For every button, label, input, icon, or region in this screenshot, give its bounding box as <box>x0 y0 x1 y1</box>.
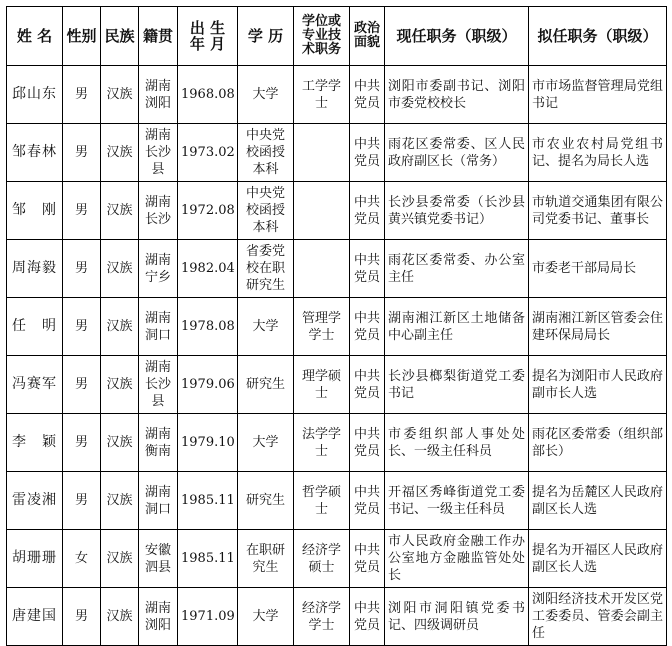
cell-origin: 安徽泗县 <box>139 530 178 588</box>
cell-gender: 男 <box>63 182 101 240</box>
cell-ethnicity: 汉族 <box>101 66 139 124</box>
cell-name: 唐建国 <box>7 588 63 646</box>
table-row <box>7 298 667 356</box>
cell-origin: 湖南宁乡 <box>139 240 178 298</box>
cell-birth: 1979.10 <box>178 414 238 472</box>
cell-current-post: 市委组织部人事处处长、一级主任科员 <box>385 414 529 472</box>
cell-education: 大学 <box>238 414 294 472</box>
cell-origin: 湖南长沙县 <box>139 124 178 182</box>
cell-current-post: 长沙县委常委（长沙县黄兴镇党委书记） <box>385 182 529 240</box>
header-row <box>7 7 667 66</box>
cell-name: 胡珊珊 <box>7 530 63 588</box>
cell-party: 中共党员 <box>350 356 385 414</box>
cell-origin: 湖南洞口 <box>139 472 178 530</box>
cell-name: 邹 刚 <box>7 182 63 240</box>
cell-name: 任 明 <box>7 298 63 356</box>
cell-education: 省委党校在职研究生 <box>238 240 294 298</box>
cell-ethnicity: 汉族 <box>101 414 139 472</box>
cell-proposed-post: 市农业农村局党组书记、提名为局长人选 <box>529 124 667 182</box>
header-education: 学 历 <box>238 7 294 66</box>
cell-ethnicity: 汉族 <box>101 124 139 182</box>
cell-origin: 湖南长沙县 <box>139 356 178 414</box>
cell-origin: 湖南浏阳 <box>139 588 178 646</box>
cell-degree: 工学学士 <box>294 66 350 124</box>
table-body <box>7 66 667 646</box>
cell-degree <box>294 240 350 298</box>
cell-education: 大学 <box>238 66 294 124</box>
cell-party: 中共党员 <box>350 414 385 472</box>
cell-degree <box>294 182 350 240</box>
appointment-table <box>6 6 667 646</box>
table-row <box>7 472 667 530</box>
cell-current-post: 长沙县榔梨街道党工委书记 <box>385 356 529 414</box>
cell-gender: 男 <box>63 472 101 530</box>
table-row <box>7 530 667 588</box>
cell-birth: 1971.09 <box>178 588 238 646</box>
cell-degree: 管理学学士 <box>294 298 350 356</box>
cell-ethnicity: 汉族 <box>101 472 139 530</box>
cell-education: 在职研究生 <box>238 530 294 588</box>
cell-ethnicity: 汉族 <box>101 588 139 646</box>
cell-origin: 湖南浏阳 <box>139 66 178 124</box>
cell-education: 研究生 <box>238 472 294 530</box>
cell-party: 中共党员 <box>350 530 385 588</box>
cell-name: 邱山东 <box>7 66 63 124</box>
cell-education: 大学 <box>238 298 294 356</box>
cell-ethnicity: 汉族 <box>101 356 139 414</box>
cell-birth: 1968.08 <box>178 66 238 124</box>
cell-party: 中共党员 <box>350 182 385 240</box>
cell-gender: 女 <box>63 530 101 588</box>
cell-birth: 1973.02 <box>178 124 238 182</box>
cell-gender: 男 <box>63 298 101 356</box>
cell-origin: 湖南衡南 <box>139 414 178 472</box>
cell-birth: 1972.08 <box>178 182 238 240</box>
cell-name: 李 颖 <box>7 414 63 472</box>
cell-gender: 男 <box>63 356 101 414</box>
cell-current-post: 浏阳市委副书记、浏阳市委党校校长 <box>385 66 529 124</box>
cell-party: 中共党员 <box>350 66 385 124</box>
cell-gender: 男 <box>63 124 101 182</box>
header-name: 姓 名 <box>7 7 63 66</box>
table-row <box>7 182 667 240</box>
cell-proposed-post: 雨花区委常委（组织部部长） <box>529 414 667 472</box>
cell-name: 雷凌湘 <box>7 472 63 530</box>
cell-proposed-post: 提名为浏阳市人民政府副市长人选 <box>529 356 667 414</box>
cell-birth: 1978.08 <box>178 298 238 356</box>
cell-birth: 1985.11 <box>178 472 238 530</box>
cell-current-post: 雨花区委常委、办公室主任 <box>385 240 529 298</box>
cell-proposed-post: 市市场监督管理局党组书记 <box>529 66 667 124</box>
table-row <box>7 240 667 298</box>
cell-party: 中共党员 <box>350 472 385 530</box>
cell-party: 中共党员 <box>350 588 385 646</box>
cell-degree: 法学学士 <box>294 414 350 472</box>
table-row <box>7 124 667 182</box>
cell-proposed-post: 提名为岳麓区人民政府副区长人选 <box>529 472 667 530</box>
cell-ethnicity: 汉族 <box>101 240 139 298</box>
header-gender: 性别 <box>63 7 101 66</box>
table-row <box>7 356 667 414</box>
cell-birth: 1979.06 <box>178 356 238 414</box>
table-row <box>7 66 667 124</box>
cell-education: 大学 <box>238 588 294 646</box>
table-row <box>7 588 667 646</box>
cell-gender: 男 <box>63 240 101 298</box>
header-party: 政治 面貌 <box>350 7 385 66</box>
cell-education: 研究生 <box>238 356 294 414</box>
cell-current-post: 雨花区委常委、区人民政府副区长（常务） <box>385 124 529 182</box>
cell-party: 中共党员 <box>350 124 385 182</box>
cell-ethnicity: 汉族 <box>101 298 139 356</box>
cell-degree: 经济学硕士 <box>294 530 350 588</box>
cell-education: 中央党校函授本科 <box>238 182 294 240</box>
cell-party: 中共党员 <box>350 298 385 356</box>
cell-proposed-post: 浏阳经济技术开发区党工委委员、管委会副主任 <box>529 588 667 646</box>
cell-degree: 哲学硕士 <box>294 472 350 530</box>
header-current-post: 现任职务（职级） <box>385 7 529 66</box>
cell-degree: 经济学学士 <box>294 588 350 646</box>
cell-origin: 湖南长沙 <box>139 182 178 240</box>
cell-current-post: 开福区秀峰街道党工委书记、一级主任科员 <box>385 472 529 530</box>
cell-gender: 男 <box>63 66 101 124</box>
cell-proposed-post: 市委老干部局局长 <box>529 240 667 298</box>
table-row <box>7 414 667 472</box>
cell-origin: 湖南洞口 <box>139 298 178 356</box>
cell-current-post: 市人民政府金融工作办公室地方金融监管处处长 <box>385 530 529 588</box>
header-ethnicity: 民族 <box>101 7 139 66</box>
cell-name: 周海毅 <box>7 240 63 298</box>
cell-current-post: 湖南湘江新区土地储备中心副主任 <box>385 298 529 356</box>
cell-education: 中央党校函授本科 <box>238 124 294 182</box>
header-degree: 学位或 专业技 术职务 <box>294 7 350 66</box>
cell-birth: 1985.11 <box>178 530 238 588</box>
cell-party: 中共党员 <box>350 240 385 298</box>
header-proposed-post: 拟任职务（职级） <box>529 7 667 66</box>
appointment-table-wrapper <box>6 6 667 646</box>
cell-proposed-post: 市轨道交通集团有限公司党委书记、董事长 <box>529 182 667 240</box>
header-origin: 籍贯 <box>139 7 178 66</box>
cell-ethnicity: 汉族 <box>101 530 139 588</box>
header-birth: 出 生 年 月 <box>178 7 238 66</box>
cell-name: 冯赛军 <box>7 356 63 414</box>
cell-gender: 男 <box>63 414 101 472</box>
cell-birth: 1982.04 <box>178 240 238 298</box>
cell-proposed-post: 湖南湘江新区管委会住建环保局局长 <box>529 298 667 356</box>
cell-proposed-post: 提名为开福区人民政府副区长人选 <box>529 530 667 588</box>
cell-ethnicity: 汉族 <box>101 182 139 240</box>
cell-name: 邹春林 <box>7 124 63 182</box>
cell-gender: 男 <box>63 588 101 646</box>
cell-degree <box>294 124 350 182</box>
cell-degree: 理学硕士 <box>294 356 350 414</box>
cell-current-post: 浏阳市洞阳镇党委书记、四级调研员 <box>385 588 529 646</box>
